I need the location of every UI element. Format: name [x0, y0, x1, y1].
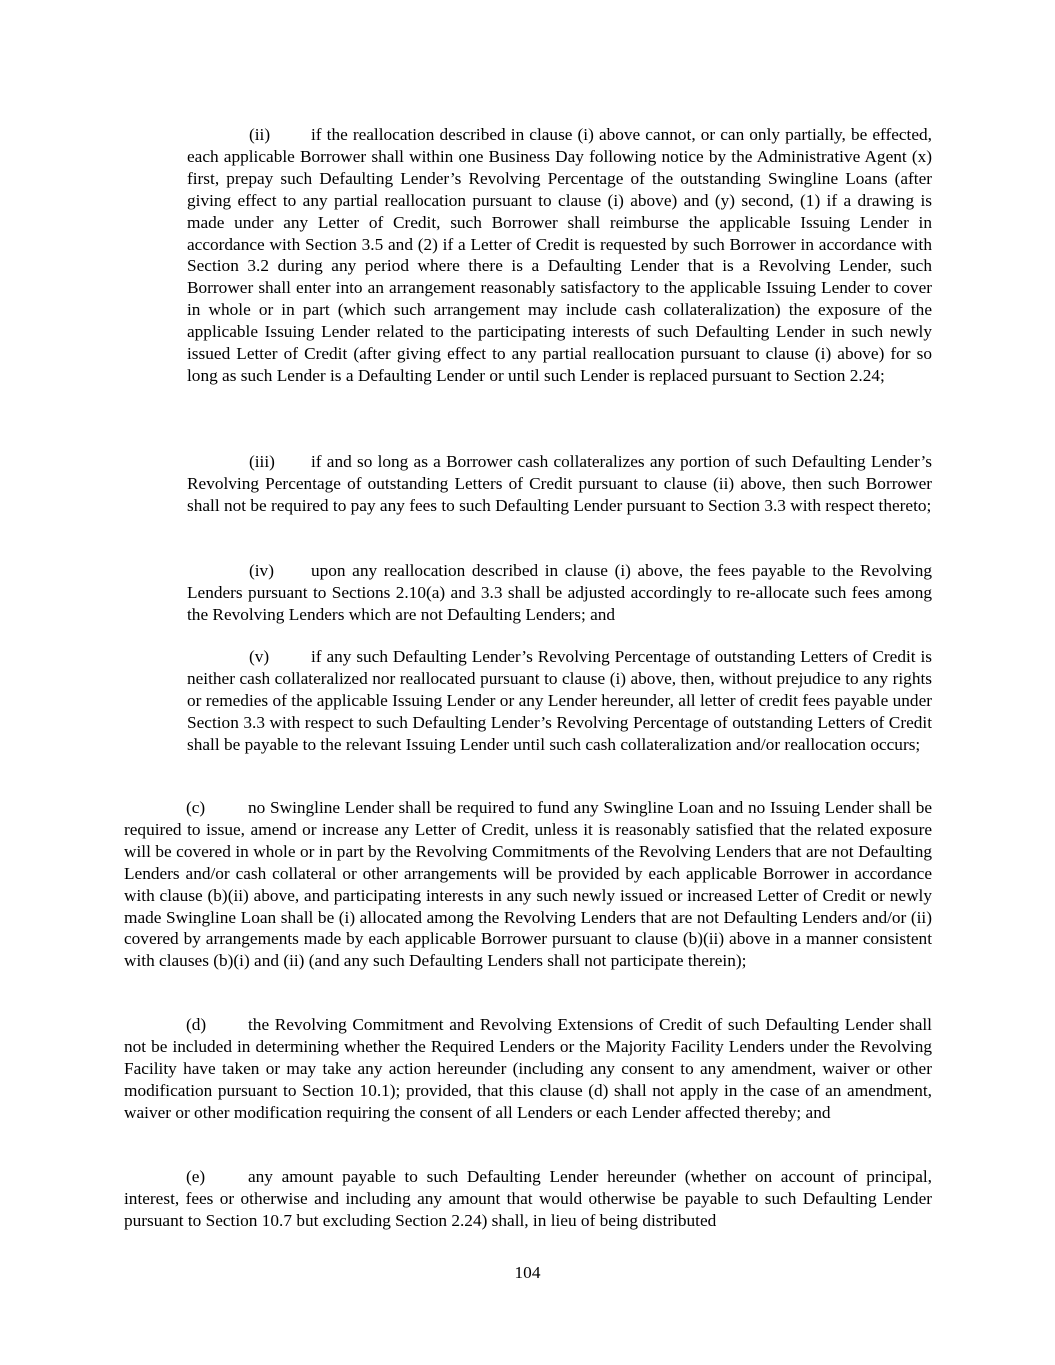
clause-text: upon any reallocation described in clause (i) above, the fees payable to the Revolving Lenders pursuant to Sections 2.10(a) and 3.3 shall be adjusted accordingly to re-allocate such fees among the Revolving Lenders which are not Defaulting Lenders; and — [187, 561, 932, 624]
clause-text: if any such Defaulting Lender’s Revolving Percentage of outstanding Letters of Credit is neither cash collateralized nor reallocated pursuant to clause (i) above, then, without prejudice to any rights or remedies of the applicable Issuing Lender or any Lender hereunder, all letter of credit fees payable under Section 3.3 with respect to such Defaulting Lender’s Revolving Percentage of outstanding Letters of Credit shall be payable to the relevant Issuing Lender until such cash collateralization and/or reallocation occurs; — [187, 647, 932, 754]
clause-label: (iii) — [249, 452, 275, 471]
paragraph-v — [187, 646, 932, 756]
clause-label: (e) — [186, 1167, 206, 1186]
clause-label: (v) — [249, 647, 270, 666]
paragraph-d — [124, 1014, 932, 1124]
clause-text: no Swingline Lender shall be required to fund any Swingline Loan and no Issuing Lender shall be required to issue, amend or increase any Letter of Credit, unless it is reasonably satisfied that the related exposure will be covered in whole or in part by the Revolving Commitments of the Revolving Lenders that are not Defaulting Lenders and/or cash collateral or other arrangements will be provided by each applicable Borrower in accordance with clause (b)(ii) above, and participating interests in any such newly issued or increased Letter of Credit or newly made Swingline Loan shall be (i) allocated among the Revolving Lenders that are not Defaulting Lenders and/or (ii) covered by arrangements made by each applicable Borrower pursuant to clause (b)(ii) above in a manner consistent with clauses (b)(i) and (ii) (and any such Defaulting Lenders shall not participate therein); — [124, 798, 932, 971]
clause-text: if the reallocation described in clause (i) above cannot, or can only partially, be effected, each applicable Borrower shall within one Business Day following notice by the Administrative Agent (x) first, prepay such Defaulting Lender’s Revolving Percentage of the outstanding Swingline Loans (after giving effect to any partial reallocation pursuant to clause (i) above) and (y) second, (1) if a drawing is made under any Letter of Credit, such Borrower shall reimburse the applicable Issuing Lender in accordance with Section 3.5 and (2) if a Letter of Credit is requested by such Borrower in accordance with Section 3.2 during any period where there is a Defaulting Lender that is a Revolving Lender, such Borrower shall enter into an arrangement reasonably satisfactory to the applicable Issuing Lender to cover in whole or in part (which such arrangement may include cash collateralization) the exposure of the applicable Issuing Lender related to the participating interests of such Defaulting Lender in such newly issued Letter of Credit (after giving effect to any partial reallocation pursuant to clause (i) above) for so long as such Lender is a Defaulting Lender or until such Lender is replaced pursuant to Section 2.24; — [187, 125, 932, 385]
paragraph-e — [124, 1166, 932, 1232]
clause-text: if and so long as a Borrower cash collateralizes any portion of such Defaulting Lender’s Revolving Percentage of outstanding Letters of Credit pursuant to clause (ii) above, then such Borrower shall not be required to pay any fees to such Defaulting Lender pursuant to Section 3.3 with respect thereto; — [187, 452, 932, 515]
page-number: 104 — [514, 1263, 541, 1282]
paragraph-c — [124, 797, 932, 972]
paragraph-ii — [187, 124, 932, 387]
clause-label: (iv) — [249, 561, 274, 580]
clause-text: the Revolving Commitment and Revolving Extensions of Credit of such Defaulting Lender shall not be included in determining whether the Required Lenders or the Majority Facility Lenders under the Revolving Facility have taken or may take any action hereunder (including any consent to any amendment, waiver or other modification pursuant to Section 10.1); provided, that this clause (d) shall not apply in the case of an amendment, waiver or other modification requiring the consent of all Lenders or each Lender affected thereby; and — [124, 1015, 932, 1122]
paragraph-iv — [187, 560, 932, 626]
clause-label: (c) — [186, 798, 206, 817]
clause-label: (ii) — [249, 125, 271, 144]
clause-label: (d) — [186, 1015, 207, 1034]
clause-text: any amount payable to such Defaulting Lender hereunder (whether on account of principal, interest, fees or otherwise and including any amount that would otherwise be payable to such Defaulting Lender pursuant to Section 10.7 but excluding Section 2.24) shall, in lieu of being distributed — [124, 1167, 932, 1230]
paragraph-iii — [187, 451, 932, 517]
